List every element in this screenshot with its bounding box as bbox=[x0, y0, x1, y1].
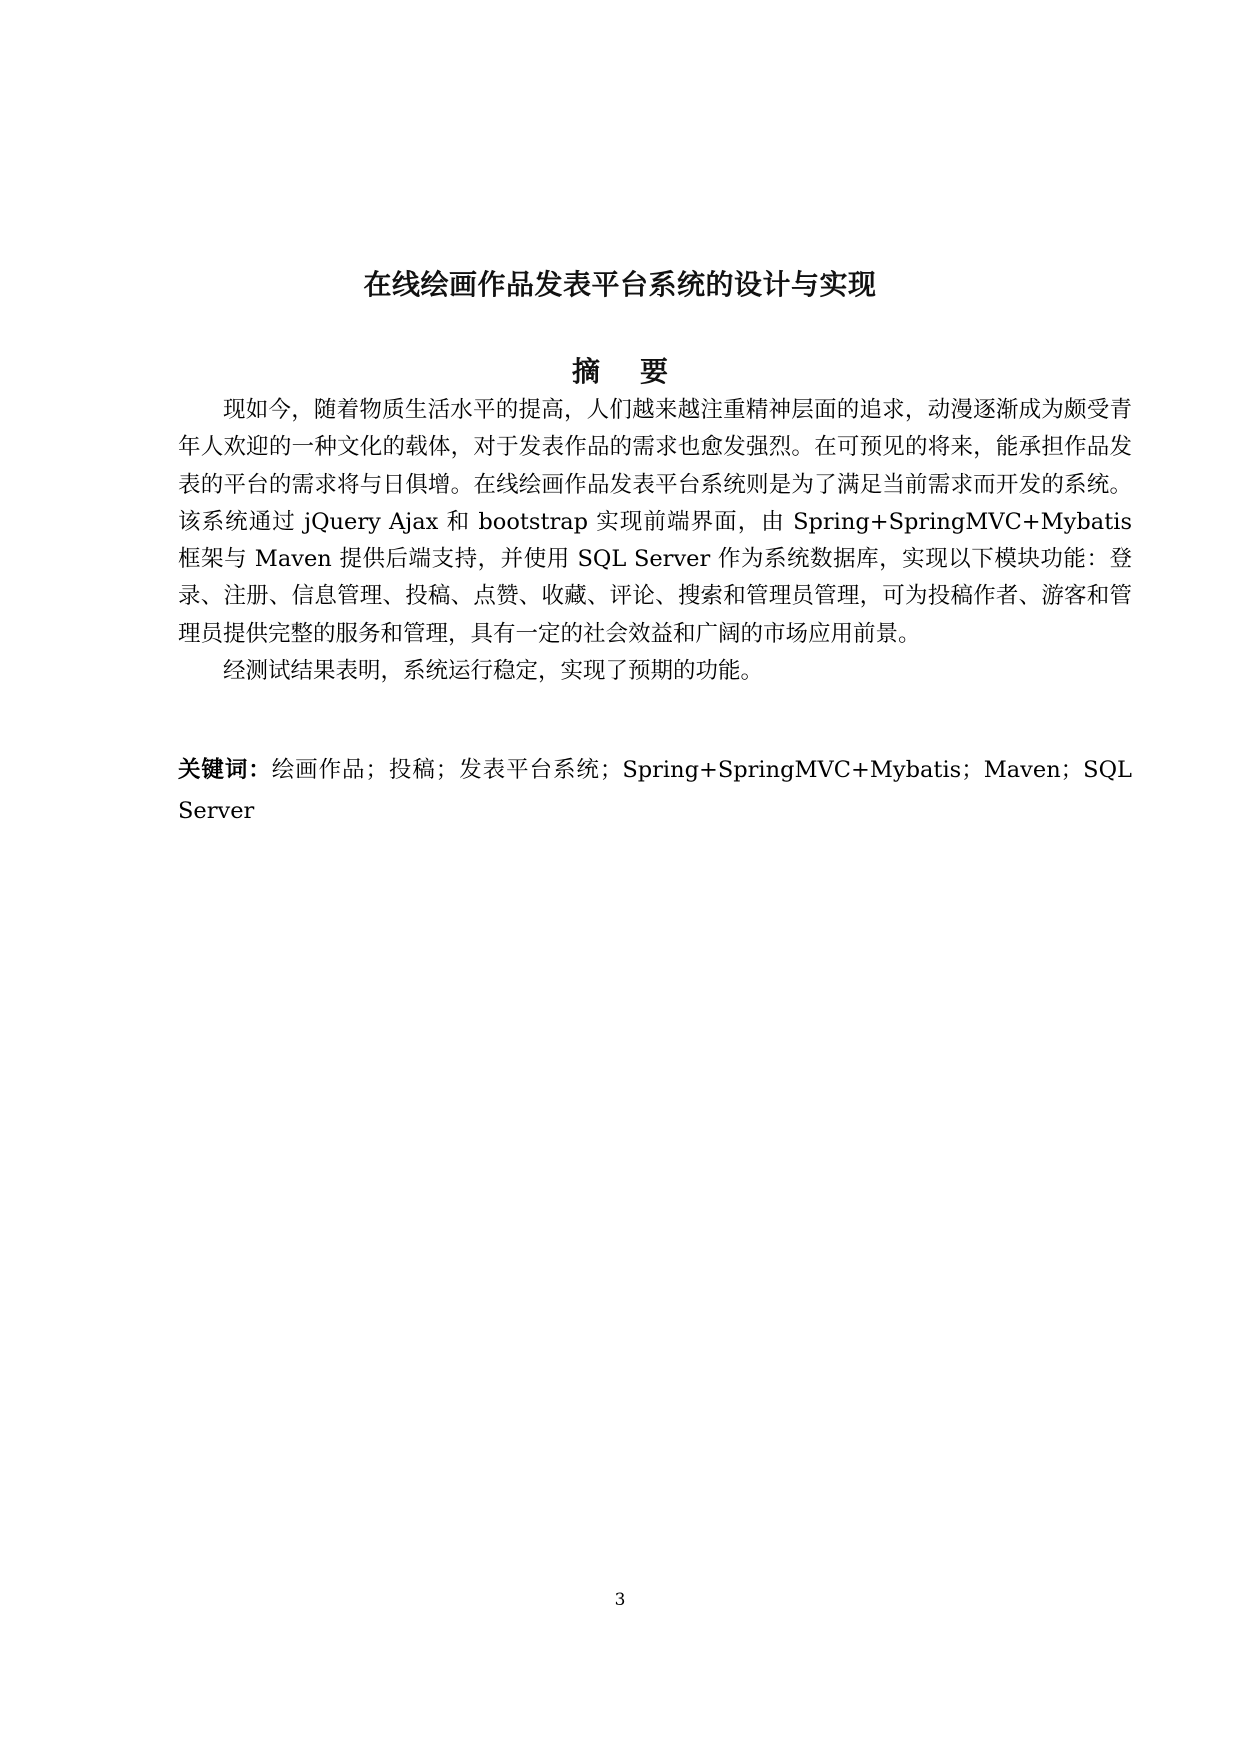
page-number: 3 bbox=[614, 1590, 626, 1610]
keywords-label: 关键词： bbox=[178, 757, 272, 783]
abstract-heading-char-1: 摘 bbox=[571, 355, 600, 388]
abstract-heading bbox=[0, 350, 1240, 390]
keywords-line bbox=[178, 750, 1132, 832]
abstract-paragraph-1: 现如今，随着物质生活水平的提高，人们越来越注重精神层面的追求，动漫逐渐成为颇受青年人欢迎的一种文化的载体，对于发表作品的需求也愈发强烈。在可预见的将来，能承担作品发表的平台的需求将与日俱增。在线绘画作品发表平台系统则是为了满足当前需求而开发的系统。该系统通过 jQuery Ajax 和 bootstrap 实现前端界面，由 Spring+SpringMVC+Mybatis 框架与 Maven 提供后端支持，并使用 SQL Server 作为系统数据库，实现以下模块功能：登录、注册、信息管理、投稿、点赞、收藏、评论、搜索和管理员管理，可为投稿作者、游客和管理员提供完整的服务和管理，具有一定的社会效益和广阔的市场应用前景。 bbox=[178, 397, 1132, 647]
paper-title: 在线绘画作品发表平台系统的设计与实现 bbox=[363, 268, 877, 301]
abstract-body bbox=[178, 392, 1132, 690]
keywords-value: 绘画作品；投稿；发表平台系统；Spring+SpringMVC+Mybatis；Maven；SQL Server bbox=[178, 757, 1132, 824]
abstract-heading-char-2: 要 bbox=[640, 355, 669, 388]
abstract-paragraph-2: 经测试结果表明，系统运行稳定，实现了预期的功能。 bbox=[223, 658, 764, 685]
